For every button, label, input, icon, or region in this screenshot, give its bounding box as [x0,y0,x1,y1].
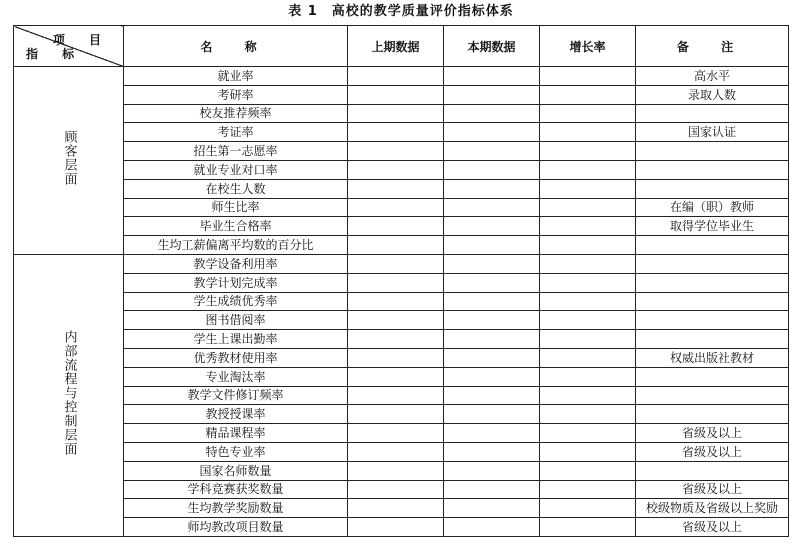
indicator-name: 国家名师数量 [124,461,348,480]
table-row [14,217,789,236]
note-cell [636,367,789,386]
indicator-name: 考证率 [124,123,348,142]
curr-data-cell [444,273,540,292]
curr-data-cell [444,236,540,255]
indicator-name: 教学文件修订频率 [124,386,348,405]
table-row [14,292,789,311]
prev-data-cell [348,480,444,499]
note-cell [636,179,789,198]
corner-header-top: 项 目 [52,33,111,47]
group-label: 内部流程与控制层面 [61,330,77,457]
growth-cell [540,142,636,161]
group-label: 顾客层面 [61,130,77,187]
note-cell: 录取人数 [636,85,789,104]
indicator-name: 图书借阅率 [124,311,348,330]
indicator-name: 学生上课出勤率 [124,330,348,349]
prev-data-cell [348,386,444,405]
prev-data-cell [348,499,444,518]
growth-cell [540,330,636,349]
curr-data-cell [444,198,540,217]
prev-data-cell [348,179,444,198]
growth-cell [540,104,636,123]
indicator-name: 就业率 [124,67,348,86]
table-row [14,254,789,273]
table-row [14,198,789,217]
growth-cell [540,123,636,142]
table-row [14,311,789,330]
note-cell [636,254,789,273]
prev-data-cell [348,367,444,386]
curr-data-cell [444,292,540,311]
curr-data-header: 本期数据 [444,26,540,67]
corner-header [14,26,124,67]
growth-cell [540,348,636,367]
note-cell [636,292,789,311]
growth-header: 增长率 [540,26,636,67]
name-header: 名 称 [124,26,348,67]
table-row [14,236,789,255]
table-row [14,142,789,161]
note-header: 备 注 [636,26,789,67]
curr-data-cell [444,461,540,480]
prev-data-cell [348,330,444,349]
growth-cell [540,499,636,518]
prev-data-cell [348,236,444,255]
indicator-name: 精品课程率 [124,424,348,443]
table-row [14,518,789,537]
indicator-name: 就业专业对口率 [124,160,348,179]
indicator-name: 教学计划完成率 [124,273,348,292]
indicator-name: 师生比率 [124,198,348,217]
growth-cell [540,236,636,255]
indicator-table [13,25,789,537]
prev-data-cell [348,198,444,217]
table-row [14,499,789,518]
growth-cell [540,217,636,236]
curr-data-cell [444,160,540,179]
growth-cell [540,424,636,443]
indicator-name: 生均教学奖励数量 [124,499,348,518]
curr-data-cell [444,104,540,123]
note-cell [636,311,789,330]
prev-data-cell [348,461,444,480]
growth-cell [540,311,636,330]
growth-cell [540,405,636,424]
indicator-name: 学生成绩优秀率 [124,292,348,311]
growth-cell [540,292,636,311]
table-row [14,85,789,104]
note-cell [636,104,789,123]
table-row [14,480,789,499]
prev-data-cell [348,217,444,236]
curr-data-cell [444,405,540,424]
curr-data-cell [444,179,540,198]
prev-data-cell [348,67,444,86]
curr-data-cell [444,123,540,142]
indicator-name: 专业淘汰率 [124,367,348,386]
curr-data-cell [444,67,540,86]
growth-cell [540,442,636,461]
prev-data-cell [348,85,444,104]
curr-data-cell [444,424,540,443]
indicator-name: 优秀教材使用率 [124,348,348,367]
prev-data-cell [348,273,444,292]
note-cell [636,405,789,424]
note-cell: 国家认证 [636,123,789,142]
note-cell: 高水平 [636,67,789,86]
curr-data-cell [444,499,540,518]
indicator-name: 生均工薪偏离平均数的百分比 [124,236,348,255]
corner-header-bottom: 指 标 [26,47,85,61]
table-row [14,330,789,349]
curr-data-cell [444,217,540,236]
group-label-cell [14,254,124,536]
prev-data-cell [348,518,444,537]
table-row [14,367,789,386]
table-row [14,461,789,480]
indicator-name: 师均教改项目数量 [124,518,348,537]
prev-data-cell [348,142,444,161]
note-cell [636,142,789,161]
table-row [14,348,789,367]
note-cell: 省级及以上 [636,442,789,461]
growth-cell [540,480,636,499]
curr-data-cell [444,142,540,161]
growth-cell [540,461,636,480]
growth-cell [540,518,636,537]
prev-data-cell [348,311,444,330]
note-cell [636,461,789,480]
table-row [14,442,789,461]
note-cell [636,330,789,349]
header-row [14,26,789,67]
growth-cell [540,386,636,405]
growth-cell [540,160,636,179]
note-cell: 校级物质及省级以上奖励 [636,499,789,518]
prev-data-cell [348,424,444,443]
note-cell: 省级及以上 [636,480,789,499]
curr-data-cell [444,311,540,330]
table-row [14,160,789,179]
curr-data-cell [444,85,540,104]
indicator-name: 考研率 [124,85,348,104]
growth-cell [540,254,636,273]
prev-data-cell [348,160,444,179]
note-cell: 在编（职）教师 [636,198,789,217]
indicator-name: 特色专业率 [124,442,348,461]
table-row [14,179,789,198]
table-caption: 表 1 高校的教学质量评价指标体系 [288,4,514,19]
note-cell [636,236,789,255]
curr-data-cell [444,330,540,349]
prev-data-cell [348,348,444,367]
growth-cell [540,367,636,386]
table-row [14,424,789,443]
prev-data-cell [348,123,444,142]
table-row [14,123,789,142]
prev-data-header: 上期数据 [348,26,444,67]
note-cell: 取得学位毕业生 [636,217,789,236]
curr-data-cell [444,518,540,537]
curr-data-cell [444,386,540,405]
note-cell: 省级及以上 [636,518,789,537]
note-cell: 省级及以上 [636,424,789,443]
curr-data-cell [444,348,540,367]
table-row [14,273,789,292]
growth-cell [540,179,636,198]
prev-data-cell [348,292,444,311]
note-cell [636,160,789,179]
table-row [14,67,789,86]
indicator-name: 教学设备利用率 [124,254,348,273]
growth-cell [540,273,636,292]
prev-data-cell [348,254,444,273]
curr-data-cell [444,480,540,499]
table-row [14,386,789,405]
indicator-name: 学科竞赛获奖数量 [124,480,348,499]
curr-data-cell [444,367,540,386]
note-cell: 权威出版社教材 [636,348,789,367]
indicator-name: 毕业生合格率 [124,217,348,236]
growth-cell [540,198,636,217]
table-row [14,104,789,123]
note-cell [636,273,789,292]
indicator-name: 在校生人数 [124,179,348,198]
table-row [14,405,789,424]
indicator-name: 招生第一志愿率 [124,142,348,161]
indicator-name: 校友推荐频率 [124,104,348,123]
curr-data-cell [444,442,540,461]
prev-data-cell [348,104,444,123]
indicator-name: 教授授课率 [124,405,348,424]
growth-cell [540,85,636,104]
growth-cell [540,67,636,86]
group-label-cell [14,67,124,255]
note-cell [636,386,789,405]
curr-data-cell [444,254,540,273]
prev-data-cell [348,442,444,461]
prev-data-cell [348,405,444,424]
